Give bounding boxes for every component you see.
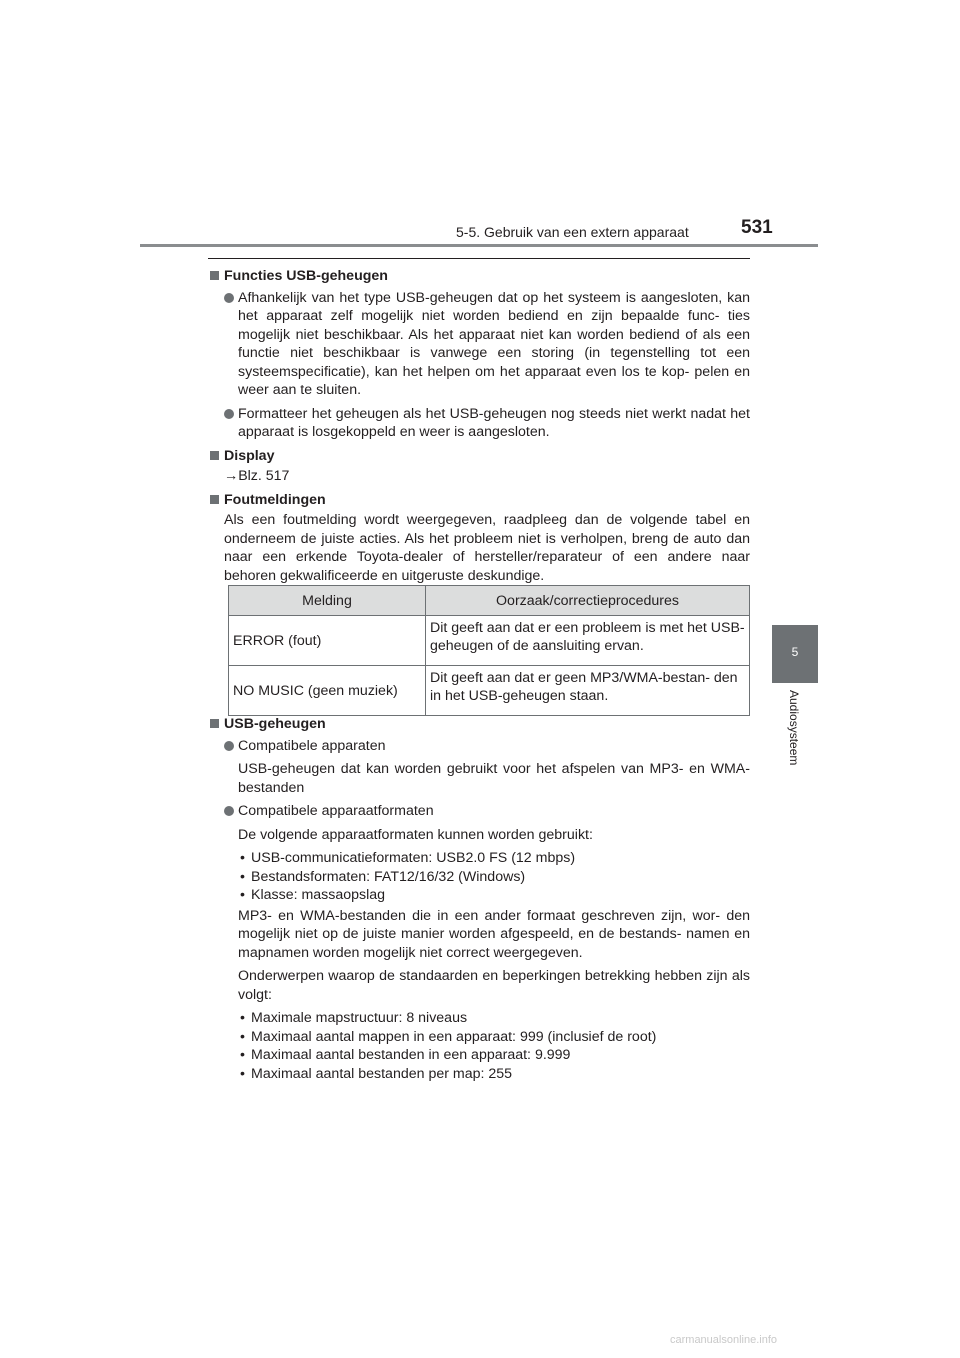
list-item: • Maximale mapstructuur: 8 niveaus: [238, 1009, 750, 1028]
bullet-text: Formatteer het geheugen als het USB-geheugen nog steeds niet werkt nadat het apparaat is losgekoppeld en weer is aangesloten.: [238, 405, 750, 440]
paragraph: Onderwerpen waarop de standaarden en beperkingen betrekking hebben zijn als volgt:: [238, 968, 750, 1003]
bullet-text: Compatibele apparaten: [238, 737, 386, 754]
table-cell: Dit geeft aan dat er een probleem is met het USB-geheugen of de aansluiting ervan.: [426, 616, 750, 666]
list-item: • Maximaal aantal bestanden in een apparaat: 9.999: [238, 1046, 750, 1065]
section-heading: [210, 447, 750, 466]
list-item: • Klasse: massaopslag: [238, 886, 750, 905]
section-rule: [208, 258, 750, 259]
watermark: carmanualsonline.info: [670, 1334, 778, 1346]
table-header: Melding: [229, 586, 426, 616]
section-heading: [210, 491, 750, 510]
square-bullet-icon: [210, 495, 219, 504]
chapter-label: Audiosysteem: [787, 690, 801, 766]
header-title: 5-5. Gebruik van een extern apparaat: [456, 224, 689, 240]
section-heading: [210, 267, 750, 286]
square-bullet-icon: [210, 451, 219, 460]
table-cell: ERROR (fout): [229, 616, 426, 666]
bullet-item: [210, 289, 750, 400]
header-rule: [140, 244, 818, 247]
content-top: [210, 264, 750, 590]
table-cell: NO MUSIC (geen muziek): [229, 666, 426, 716]
limits-list: [210, 1009, 750, 1083]
page-number: 531: [741, 217, 773, 238]
circle-bullet-icon: [224, 293, 234, 303]
table-cell: Dit geeft aan dat er geen MP3/WMA-bestan- den in het USB-geheugen staan.: [426, 666, 750, 716]
content-bottom: [210, 712, 750, 1083]
table-header-row: [229, 586, 750, 616]
chapter-number: 5: [791, 645, 799, 659]
format-list: [210, 849, 750, 905]
paragraph: USB-geheugen dat kan worden gebruikt voor het afspelen van MP3- en WMA-bestanden: [238, 761, 750, 796]
section-title: Functies USB-geheugen: [224, 268, 388, 284]
section-title: Foutmeldingen: [224, 491, 326, 508]
chapter-tab: [772, 625, 818, 683]
bullet-item: [210, 737, 750, 756]
page-reference[interactable]: →Blz. 517: [224, 468, 290, 484]
bullet-item: [210, 802, 750, 821]
section-title: USB-geheugen: [224, 716, 326, 732]
list-item: • Maximaal aantal bestanden per map: 255: [238, 1065, 750, 1084]
list-item: • USB-communicatieformaten: USB2.0 FS (12 mbps): [238, 849, 750, 868]
table-row: [229, 666, 750, 716]
list-item: • Maximaal aantal mappen in een apparaat: 999 (inclusief de root): [238, 1028, 750, 1047]
paragraph: De volgende apparaatformaten kunnen worden gebruikt:: [238, 826, 593, 843]
paragraph: Als een foutmelding wordt weergegeven, raadpleeg dan de volgende tabel en onderneem de juiste acties. Als het probleem niet is verholpen, breng de auto dan naar een erkende Toyota-dealer of hersteller/reparateur of een andere naar behoren gekwalificeerde en uitgeruste deskundige.: [224, 512, 750, 584]
circle-bullet-icon: [224, 806, 234, 816]
list-item: • Bestandsformaten: FAT12/16/32 (Windows): [238, 868, 750, 887]
square-bullet-icon: [210, 271, 219, 280]
table-header: Oorzaak/correctieprocedures: [426, 586, 750, 616]
circle-bullet-icon: [224, 741, 234, 751]
table-row: [229, 616, 750, 666]
bullet-text: Compatibele apparaatformaten: [238, 803, 434, 819]
circle-bullet-icon: [224, 409, 234, 419]
bullet-item: [210, 405, 750, 442]
bullet-text: Afhankelijk van het type USB-geheugen dat op het systeem is aangesloten, kan het apparaat zelf mogelijk niet worden bediend en zijn bepaalde func- ties mogelijk niet beschikbaar. Als het apparaat niet kan worden bediend of als een functie niet beschikbaar is vanwege een storing (in tegenstelling tot een systeemspecificatie), kan het helpen om het apparaat even los te kop- pelen en weer aan te sluiten.: [238, 289, 750, 398]
section-title: Display: [224, 447, 275, 464]
paragraph: MP3- en WMA-bestanden die in een ander formaat geschreven zijn, wor- den mogelijk niet op de juiste manier worden afgespeeld, en de bestands- namen en mapnamen worden mogelijk niet correct weergegeven.: [238, 907, 750, 961]
square-bullet-icon: [210, 719, 219, 728]
section-heading: [210, 715, 750, 734]
error-table: [228, 585, 750, 716]
